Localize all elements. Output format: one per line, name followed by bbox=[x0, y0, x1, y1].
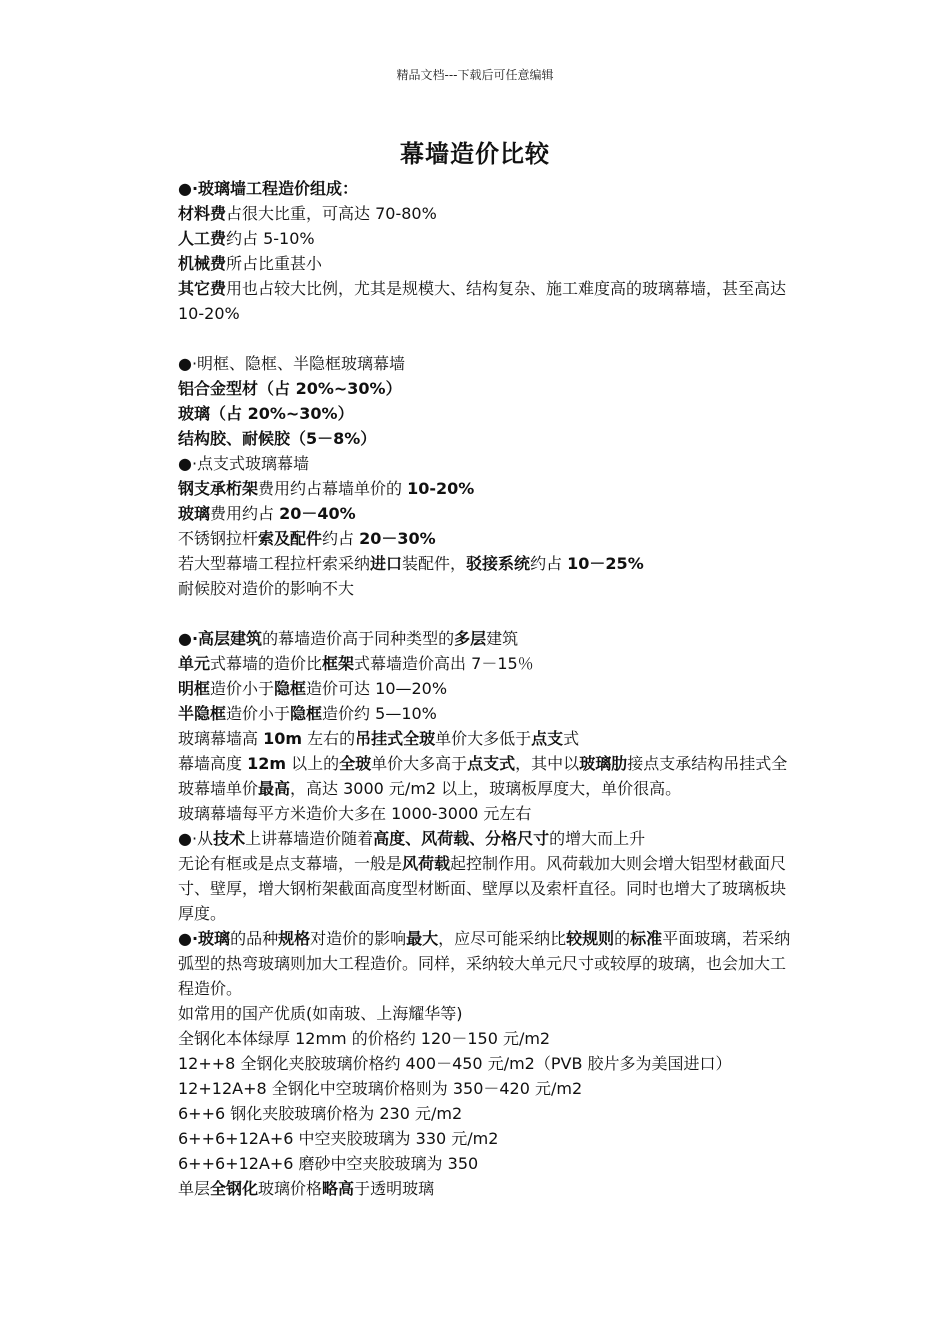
text-run: 接点支承结构吊挂式全玻幕墙单价 bbox=[178, 754, 788, 798]
text-line bbox=[178, 826, 794, 851]
text-run: 6++6 钢化夹胶玻璃价格为 230 元/m2 bbox=[178, 1104, 463, 1123]
bold-text: 明框 bbox=[178, 679, 211, 698]
text-run: 所占比重甚小 bbox=[226, 254, 323, 273]
text-line bbox=[178, 1101, 794, 1126]
text-run: 无论有框或是点支幕墙，一般是 bbox=[178, 854, 403, 873]
bold-text: 隐框 bbox=[290, 704, 323, 723]
bold-text: 规格 bbox=[278, 929, 311, 948]
bold-text: 20－40% bbox=[279, 504, 356, 523]
text-run: 12+12A+8 全钢化中空玻璃价格则为 350－420 元/m2 bbox=[178, 1079, 583, 1098]
text-line bbox=[178, 251, 794, 276]
bold-text: 高层建筑 bbox=[198, 629, 263, 648]
bold-text: 单元 bbox=[178, 654, 211, 673]
text-run: 单价大多低于 bbox=[435, 729, 532, 748]
bold-text: 玻璃肋 bbox=[579, 754, 628, 773]
text-run: ●·点支式玻璃幕墙 bbox=[178, 454, 310, 473]
text-run: 约占 5-10% bbox=[226, 229, 315, 248]
bold-text: 玻璃（占 20%~30%） bbox=[178, 404, 354, 423]
text-run: 费用约占 bbox=[210, 504, 280, 523]
text-line bbox=[178, 426, 794, 451]
text-line bbox=[178, 351, 794, 376]
bold-text: 高度、风荷载、分格尺寸 bbox=[373, 829, 550, 848]
page-header: 精品文档---下载后可任意编辑 bbox=[396, 68, 554, 82]
document-title: 幕墙造价比较 bbox=[400, 140, 550, 168]
text-run: 起控制作用。风荷载加大则会增大铝型材截面尺寸、壁厚，增大钢桁架截面高度型材断面、壁厚以及索杆直径。同时也增大了玻璃板块厚度。 bbox=[178, 854, 787, 923]
blank-line bbox=[178, 326, 794, 351]
bold-text: 机械费 bbox=[178, 254, 227, 273]
bold-text: 略高 bbox=[322, 1179, 355, 1198]
text-run: 装配件， bbox=[402, 554, 467, 573]
text-run: 左右的 bbox=[302, 729, 356, 748]
text-run: 12++8 全钢化夹胶玻璃价格约 400－450 元/m2（PVB 胶片多为美国进口） bbox=[178, 1054, 732, 1073]
text-line bbox=[178, 1001, 794, 1026]
text-line bbox=[178, 226, 794, 251]
text-run: ，高达 3000 元/m2 以上，玻璃板厚度大，单价很高。 bbox=[290, 779, 682, 798]
bold-text: 半隐框 bbox=[178, 704, 227, 723]
text-run: 于透明玻璃 bbox=[354, 1179, 435, 1198]
bold-text: 隐框 bbox=[274, 679, 307, 698]
bold-text: 铝合金型材（占 20%~30%） bbox=[178, 379, 402, 398]
bold-text: 风荷载 bbox=[402, 854, 451, 873]
text-run: 以上的 bbox=[286, 754, 340, 773]
text-line bbox=[178, 451, 794, 476]
text-line bbox=[178, 1126, 794, 1151]
text-run: 造价约 5—10% bbox=[322, 704, 437, 723]
text-line bbox=[178, 176, 794, 201]
text-run: 建筑 bbox=[486, 629, 519, 648]
bold-text: 全玻 bbox=[339, 754, 372, 773]
document-body bbox=[178, 176, 794, 1201]
bold-text: 10m bbox=[263, 729, 303, 748]
bold-text: ●· bbox=[178, 179, 199, 198]
text-run: 6++6+12A+6 中空夹胶玻璃为 330 元/m2 bbox=[178, 1129, 499, 1148]
bold-text: 玻璃 bbox=[178, 504, 211, 523]
bold-text: 最大 bbox=[406, 929, 439, 948]
text-line bbox=[178, 651, 794, 676]
bold-text: 材料费 bbox=[178, 204, 227, 223]
text-run: 玻璃价格 bbox=[258, 1179, 323, 1198]
text-line bbox=[178, 276, 794, 326]
bold-text: 10－25% bbox=[567, 554, 644, 573]
text-line bbox=[178, 851, 794, 926]
text-run: 单层 bbox=[178, 1179, 211, 1198]
text-line bbox=[178, 551, 794, 576]
bold-text: 标准 bbox=[630, 929, 663, 948]
bold-text: 进口 bbox=[370, 554, 403, 573]
text-line bbox=[178, 1176, 794, 1201]
bold-text: 玻璃墙工程造价组成： bbox=[198, 179, 359, 198]
text-run: 的幕墙造价高于同种类型的 bbox=[262, 629, 455, 648]
text-run: ●·从 bbox=[178, 829, 214, 848]
text-line bbox=[178, 576, 794, 601]
text-line bbox=[178, 676, 794, 701]
bold-text: 索及配件 bbox=[258, 529, 323, 548]
text-run: 的增大而上升 bbox=[549, 829, 646, 848]
bold-text: 框架 bbox=[322, 654, 355, 673]
text-run: 上讲幕墙造价随着 bbox=[245, 829, 374, 848]
bold-text: 钢支承桁架 bbox=[178, 479, 259, 498]
bold-text: 较规则 bbox=[566, 929, 615, 948]
text-run: 玻璃幕墙每平方米造价大多在 1000-3000 元左右 bbox=[178, 804, 532, 823]
text-run: 用也占较大比例，尤其是规模大、结构复杂、施工难度高的玻璃幕墙，甚至高达 10-20% bbox=[178, 279, 787, 323]
bold-text: 10-20% bbox=[407, 479, 475, 498]
text-run: 玻璃幕墙高 bbox=[178, 729, 264, 748]
text-run: 幕墙高度 bbox=[178, 754, 248, 773]
text-run: 造价小于 bbox=[210, 679, 275, 698]
text-run: 式幕墙造价高出 7－15％ bbox=[354, 654, 534, 673]
text-run: 约占 bbox=[530, 554, 568, 573]
text-line bbox=[178, 1026, 794, 1051]
bold-text: 全钢化 bbox=[210, 1179, 259, 1198]
text-line bbox=[178, 801, 794, 826]
text-run: 的品种 bbox=[230, 929, 279, 948]
text-run: 式幕墙的造价比 bbox=[210, 654, 323, 673]
text-line bbox=[178, 201, 794, 226]
bold-text: 结构胶、耐候胶（5－8%） bbox=[178, 429, 377, 448]
text-line bbox=[178, 701, 794, 726]
text-run: 占很大比重，可高达 70-80% bbox=[226, 204, 437, 223]
text-run: 全钢化本体绿厚 12mm 的价格约 120－150 元/m2 bbox=[178, 1029, 551, 1048]
text-run: ，应尽可能采纳比 bbox=[438, 929, 567, 948]
text-line bbox=[178, 501, 794, 526]
text-run: 造价小于 bbox=[226, 704, 291, 723]
text-run: 式 bbox=[563, 729, 580, 748]
text-run: 单价大多高于 bbox=[371, 754, 468, 773]
text-line bbox=[178, 751, 794, 801]
text-line bbox=[178, 376, 794, 401]
text-line bbox=[178, 1076, 794, 1101]
text-run: 平面玻璃，若采纳弧型的热弯玻璃则加大工程造价。同样，采纳较大单元尺寸或较厚的玻璃，也会加大工程造价。 bbox=[178, 929, 791, 998]
text-line bbox=[178, 626, 794, 651]
text-run: 6++6+12A+6 磨砂中空夹胶玻璃为 350 bbox=[178, 1154, 479, 1173]
text-run: 如常用的国产优质(如南玻、上海耀华等) bbox=[178, 1004, 463, 1023]
text-line bbox=[178, 1051, 794, 1076]
text-line bbox=[178, 526, 794, 551]
bold-text: 技术 bbox=[213, 829, 246, 848]
text-run: 的 bbox=[614, 929, 631, 948]
bold-text: 最高 bbox=[258, 779, 291, 798]
text-line bbox=[178, 726, 794, 751]
text-run: ●·明框、隐框、半隐框玻璃幕墙 bbox=[178, 354, 406, 373]
text-run: 约占 bbox=[322, 529, 360, 548]
bold-text: 12m bbox=[247, 754, 287, 773]
bold-text: 点支 bbox=[531, 729, 564, 748]
text-run: ，其中以 bbox=[515, 754, 580, 773]
text-line bbox=[178, 926, 794, 1001]
bold-text: ●· bbox=[178, 929, 199, 948]
text-line bbox=[178, 476, 794, 501]
bold-text: 多层 bbox=[454, 629, 487, 648]
blank-line bbox=[178, 601, 794, 626]
bold-text: ●· bbox=[178, 629, 199, 648]
text-run: 若大型幕墙工程拉杆索采纳 bbox=[178, 554, 371, 573]
bold-text: 人工费 bbox=[178, 229, 227, 248]
bold-text: 驳接系统 bbox=[466, 554, 531, 573]
bold-text: 点支式 bbox=[467, 754, 516, 773]
text-run: 耐候胶对造价的影响不大 bbox=[178, 579, 355, 598]
text-run: 费用约占幕墙单价的 bbox=[258, 479, 408, 498]
bold-text: 20－30% bbox=[359, 529, 436, 548]
text-run: 不锈钢拉杆 bbox=[178, 529, 259, 548]
text-line bbox=[178, 1151, 794, 1176]
text-run: 造价可达 10—20% bbox=[306, 679, 448, 698]
text-line bbox=[178, 401, 794, 426]
bold-text: 其它费 bbox=[178, 279, 227, 298]
bold-text: 玻璃 bbox=[198, 929, 231, 948]
text-run: 对造价的影响 bbox=[310, 929, 407, 948]
bold-text: 吊挂式全玻 bbox=[355, 729, 436, 748]
